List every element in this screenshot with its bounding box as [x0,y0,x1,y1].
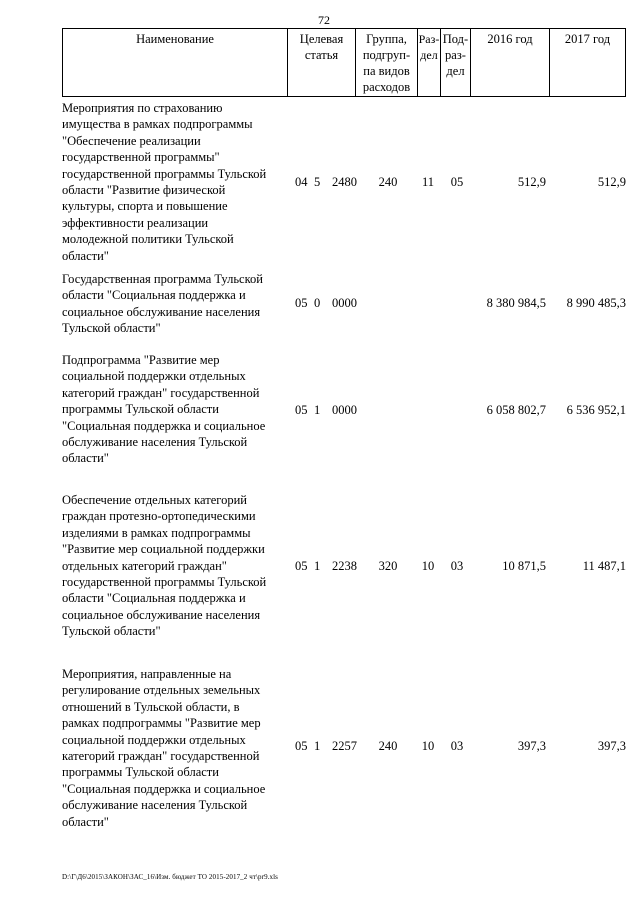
header-target-article: Целевая статья [287,29,355,96]
row-expense-group: 320 [378,559,398,573]
row-amount-2016: 397,3 [517,739,546,753]
row-amount-2017: 11 487,1 [582,559,626,573]
row-code-direction: 0000 [332,403,357,417]
row-section: 10 [421,739,435,753]
row-amount-2016: 512,9 [517,175,546,189]
row-amount-2017: 8 990 485,3 [566,296,626,310]
row-expense-group: 240 [378,739,398,753]
row-name: Мероприятия по страхованию имущества в рамках подпрограммы "Обеспечение реализации государственной программы" государственной программы Тульской области "Развитие физической культуры, спорта и повышение эффективности реализации молодежной политики Тульской области" [62,101,267,263]
footer-file-path: D:\Г\Д6\2015\ЗАКОН\ЗАС_16\Изм. бюджет ТО 2015-2017_2 чт\pr9.xls [62,873,278,881]
row-code-program: 05 [295,739,308,753]
row-code-subprogram: 0 [314,296,321,310]
header-year-2017: 2017 год [549,29,625,96]
row-code-program: 05 [295,559,308,573]
table-header [62,28,626,97]
row-code-direction: 2480 [332,175,357,189]
row-code-direction: 0000 [332,296,357,310]
row-amount-2017: 397,3 [597,739,626,753]
header-year-2016: 2016 год [470,29,549,96]
header-section: Раз- дел [417,29,440,96]
row-name: Подпрограмма "Развитие мер социальной поддержки отдельных категорий граждан" государственной программы Тульской области "Социальная поддержка и социальное обслуживание населения Тульской области" [62,353,266,466]
row-amount-2016: 10 871,5 [502,559,546,573]
row-code-direction: 2257 [332,739,357,753]
row-amount-2016: 6 058 802,7 [486,403,546,417]
row-subsection: 03 [450,739,464,753]
row-code-program: 04 [295,175,308,189]
row-code-subprogram: 5 [314,175,321,189]
row-name: Мероприятия, направленные на регулирование отдельных земельных отношений в Тульской области, в рамках подпрограммы "Развитие мер социальной поддержки отдельных категорий граждан" государственной программы Тульской области "Социальная поддержка и социальное обслуживание населения Тульской области" [62,667,266,829]
row-section: 11 [421,175,435,189]
row-amount-2016: 8 380 984,5 [486,296,546,310]
row-code-direction: 2238 [332,559,357,573]
header-name: Наименование [136,32,214,46]
row-subsection: 05 [450,175,464,189]
row-code-subprogram: 1 [314,559,321,573]
header-expense-group: Группа, подгруп- па видов расходов [355,29,417,96]
header-subsection: Под- раз- дел [440,29,470,96]
row-code-program: 05 [295,403,308,417]
row-code-subprogram: 1 [314,739,321,753]
row-amount-2017: 6 536 952,1 [566,403,626,417]
row-name: Государственная программа Тульской области "Социальная поддержка и социальное обслуживание населения Тульской области" [62,272,263,336]
row-code-program: 05 [295,296,308,310]
row-code-subprogram: 1 [314,403,321,417]
row-name: Обеспечение отдельных категорий граждан протезно-ортопедическими изделиями в рамках подпрограммы "Развитие мер социальной поддержки отдельных категорий граждан" государственной программы Тульской области "Социальная поддержка и социальное обслуживание населения Тульской области" [62,493,267,639]
row-section: 10 [421,559,435,573]
page-number: 72 [318,13,330,27]
row-expense-group: 240 [378,175,398,189]
row-subsection: 03 [450,559,464,573]
row-amount-2017: 512,9 [597,175,626,189]
